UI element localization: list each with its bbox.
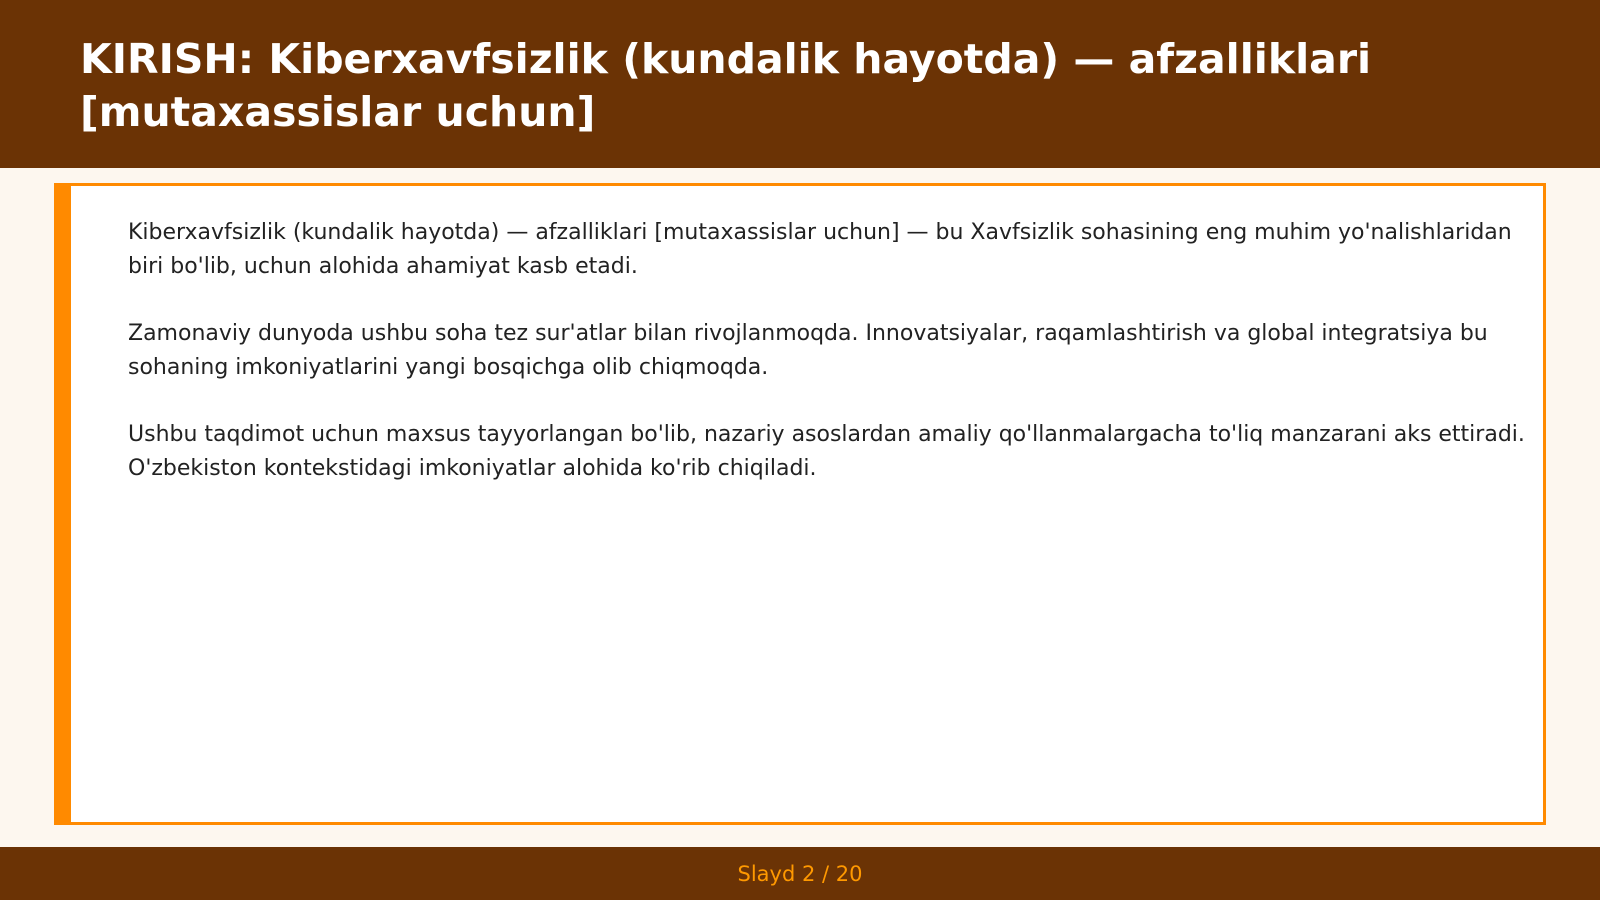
slide-number: Slayd 2 / 20 (737, 862, 863, 886)
paragraph-intro: Kiberxavfsizlik (kundalik hayotda) — afzalliklari [mutaxassislar uchun] — bu Xavfsizlik sohasining eng muhim yo'nalishlaridan biri bo'lib, uchun alohida ahamiyat kasb etadi. (128, 220, 1512, 279)
slide-header (0, 0, 1600, 168)
slide-footer (0, 847, 1600, 900)
body-text (128, 216, 1528, 519)
paragraph-presentation: Ushbu taqdimot uchun maxsus tayyorlangan bo'lib, nazariy asoslardan amaliy qo'llanmalargacha to'liq manzarani aks ettiradi. O'zbekiston kontekstidagi imkoniyatlar alohida ko'rib chiqiladi. (128, 422, 1525, 481)
slide-title: KIRISH: Kiberxavfsizlik (kundalik hayotda) — afzalliklari [mutaxassislar uchun] (80, 35, 1372, 136)
content-panel (54, 183, 1546, 825)
paragraph-modern-world: Zamonaviy dunyoda ushbu soha tez sur'atlar bilan rivojlanmoqda. Innovatsiyalar, raqamlashtirish va global integratsiya bu sohaning imkoniyatlarini yangi bosqichga olib chiqmoqda. (128, 321, 1488, 380)
